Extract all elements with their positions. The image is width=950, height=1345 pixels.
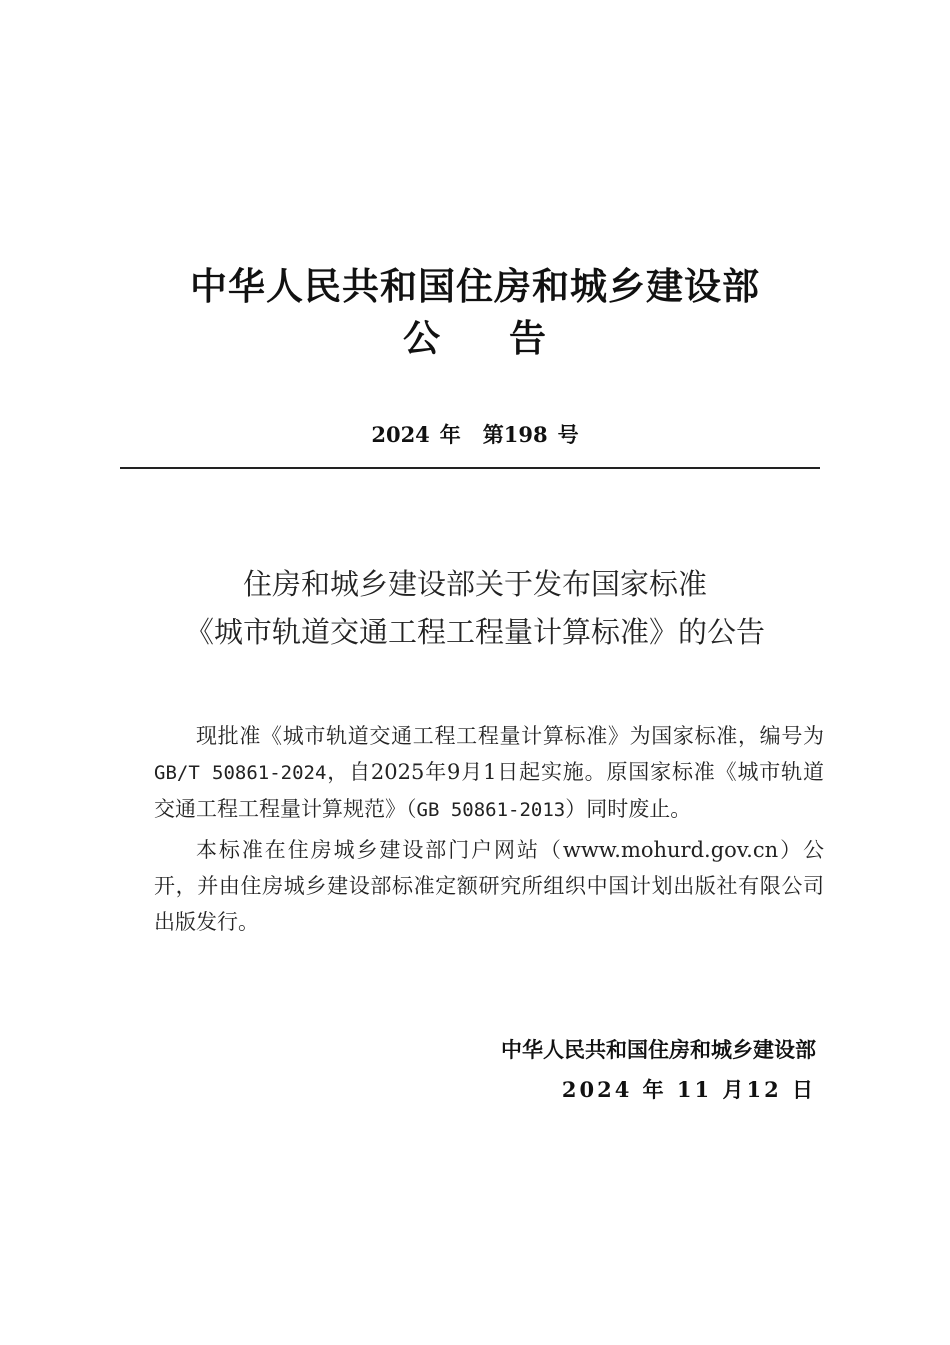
doc-type-char-2: 告 (509, 316, 547, 360)
header-divider (120, 467, 820, 469)
doc-number-year: 2024 (371, 422, 430, 447)
body-p1-text-a: 现批准《城市轨道交通工程工程量计算标准》为国家标准，编号为 (196, 724, 824, 748)
body-paragraph-2: 本标准在住房城乡建设部门户网站（www.mohurd.gov.cn）公开，并由住房城乡建设部标准定额研究所组织中国计划出版社有限公司出版发行。 (154, 838, 824, 934)
old-standard-code: GB 50861-2013 (416, 799, 566, 821)
signature-issuer: 中华人民共和国住房和城乡建设部 (501, 1038, 816, 1062)
body-paragraph-1 (154, 718, 824, 828)
doc-number-value: 198 (503, 422, 548, 447)
issuer-heading: 中华人民共和国住房和城乡建设部 (190, 264, 760, 308)
title-line-2: 《城市轨道交通工程工程量计算标准》的公告 (184, 615, 765, 649)
title-line-1: 住房和城乡建设部关于发布国家标准 (242, 567, 707, 601)
body-p1-text-c: ）同时废止。 (565, 797, 692, 821)
announcement-title (0, 560, 950, 656)
signature-date: 2024 年 11 月12 日 (561, 1077, 816, 1102)
doc-number-label: 第 (482, 422, 504, 447)
document-number (0, 420, 950, 450)
standard-code: GB/T 50861-2024 (154, 762, 327, 784)
signature-block (501, 1030, 816, 1110)
document-type-heading (0, 314, 950, 362)
doc-number-unit: 号 (557, 422, 579, 447)
doc-type-char-1: 公 (403, 316, 441, 360)
body-p1-text-b: ，自2025年9月1日起实施。原国家标准《城市轨道交通工程工程量计算规范》（ (154, 760, 824, 821)
announcement-body (154, 718, 824, 940)
doc-number-year-unit: 年 (439, 422, 461, 447)
